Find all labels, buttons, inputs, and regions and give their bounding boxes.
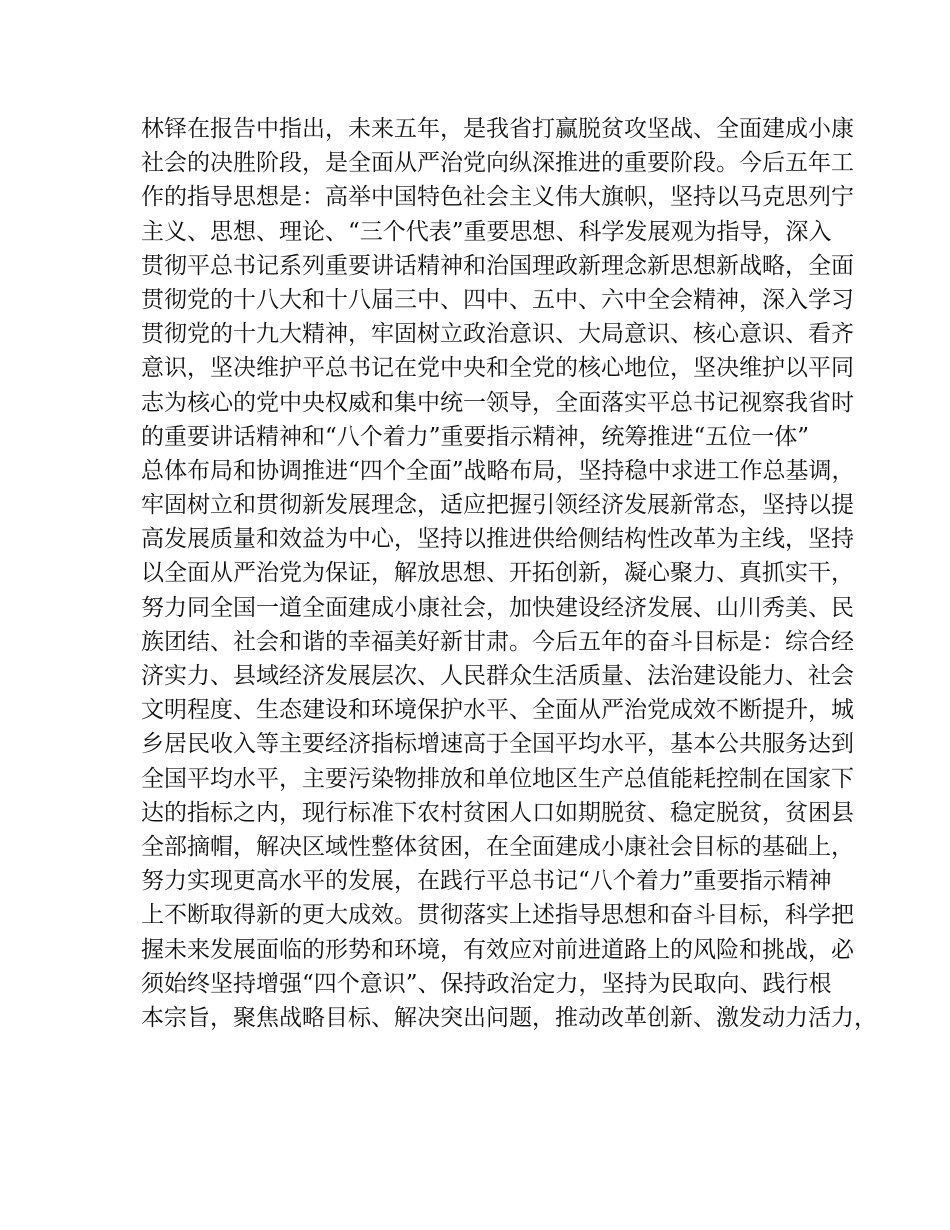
text-line: 贯彻平总书记系列重要讲话精神和治国理政新理念新思想新战略，全面: [141, 252, 854, 279]
text-line: 高发展质量和效益为中心，坚持以推进供给侧结构性改革为主线，坚持: [141, 526, 854, 553]
body-paragraph: [141, 112, 877, 1035]
text-line: 总体布局和协调推进“四个全面”战略布局，坚持稳中求进工作总基调，: [141, 457, 855, 484]
text-line: 济实力、县域经济发展层次、人民群众生活质量、法治建设能力、社会: [141, 663, 854, 689]
text-line: 握未来发展面临的形势和环境，有效应对前进道路上的风险和挑战，必: [141, 936, 854, 963]
text-line: 贯彻党的十九大精神，牢固树立政治意识、大局意识、核心意识、看齐: [141, 321, 854, 348]
text-line: 主义、思想、理论、“三个代表”重要思想、科学发展观为指导，深入: [141, 218, 832, 245]
text-line: 乡居民收入等主要经济指标增速高于全国平均水平，基本公共服务达到: [141, 731, 854, 758]
text-line: 作的指导思想是：高举中国特色社会主义伟大旗帜，坚持以马克思列宁: [141, 184, 854, 211]
text-line: 贯彻党的十八大和十八届三中、四中、五中、六中全会精神，深入学习: [141, 286, 854, 313]
text-line: 本宗旨，聚焦战略目标、解决突出问题，推动改革创新、激发动力活力，: [141, 1004, 877, 1031]
text-line: 文明程度、生态建设和环境保护水平、全面从严治党成效不断提升，城: [141, 697, 854, 724]
text-line: 族团结、社会和谐的幸福美好新甘肃。今后五年的奋斗目标是：综合经: [141, 628, 854, 655]
text-line: 意识，坚决维护平总书记在党中央和全党的核心地位，坚决维护以平同: [141, 355, 854, 382]
text-line: 以全面从严治党为保证，解放思想、开拓创新，凝心聚力、真抓实干，: [141, 560, 854, 587]
text-line: 林铎在报告中指出，未来五年，是我省打赢脱贫攻坚战、全面建成小康: [141, 116, 854, 142]
text-line: 牢固树立和贯彻新发展理念，适应把握引领经济发展新常态，坚持以提: [141, 492, 854, 519]
text-line: 达的指标之内，现行标准下农村贫困人口如期脱贫、稳定脱贫，贫困县: [141, 799, 854, 826]
text-line: 上不断取得新的更大成效。贯彻落实上述指导思想和奋斗目标，科学把: [141, 902, 854, 929]
text-line: 全部摘帽，解决区域性整体贫困，在全面建成小康社会目标的基础上，: [141, 833, 854, 860]
text-line: 须始终坚持增强“四个意识”、保持政治定力，坚持为民取向、践行根: [141, 970, 832, 997]
text-line: 的重要讲话精神和“八个着力”重要指示精神，统筹推进“五位一体”: [141, 423, 810, 450]
text-line: 全国平均水平，主要污染物排放和单位地区生产总值能耗控制在国家下: [141, 765, 854, 792]
text-line: 努力实现更高水平的发展，在践行平总书记“八个着力”重要指示精神: [141, 868, 832, 895]
text-line: 志为核心的党中央权威和集中统一领导，全面落实平总书记视察我省时: [141, 389, 854, 416]
text-line: 努力同全国一道全面建成小康社会，加快建设经济发展、山川秀美、民: [141, 594, 854, 621]
text-line: 社会的决胜阶段，是全面从严治党向纵深推进的重要阶段。今后五年工: [141, 150, 854, 177]
